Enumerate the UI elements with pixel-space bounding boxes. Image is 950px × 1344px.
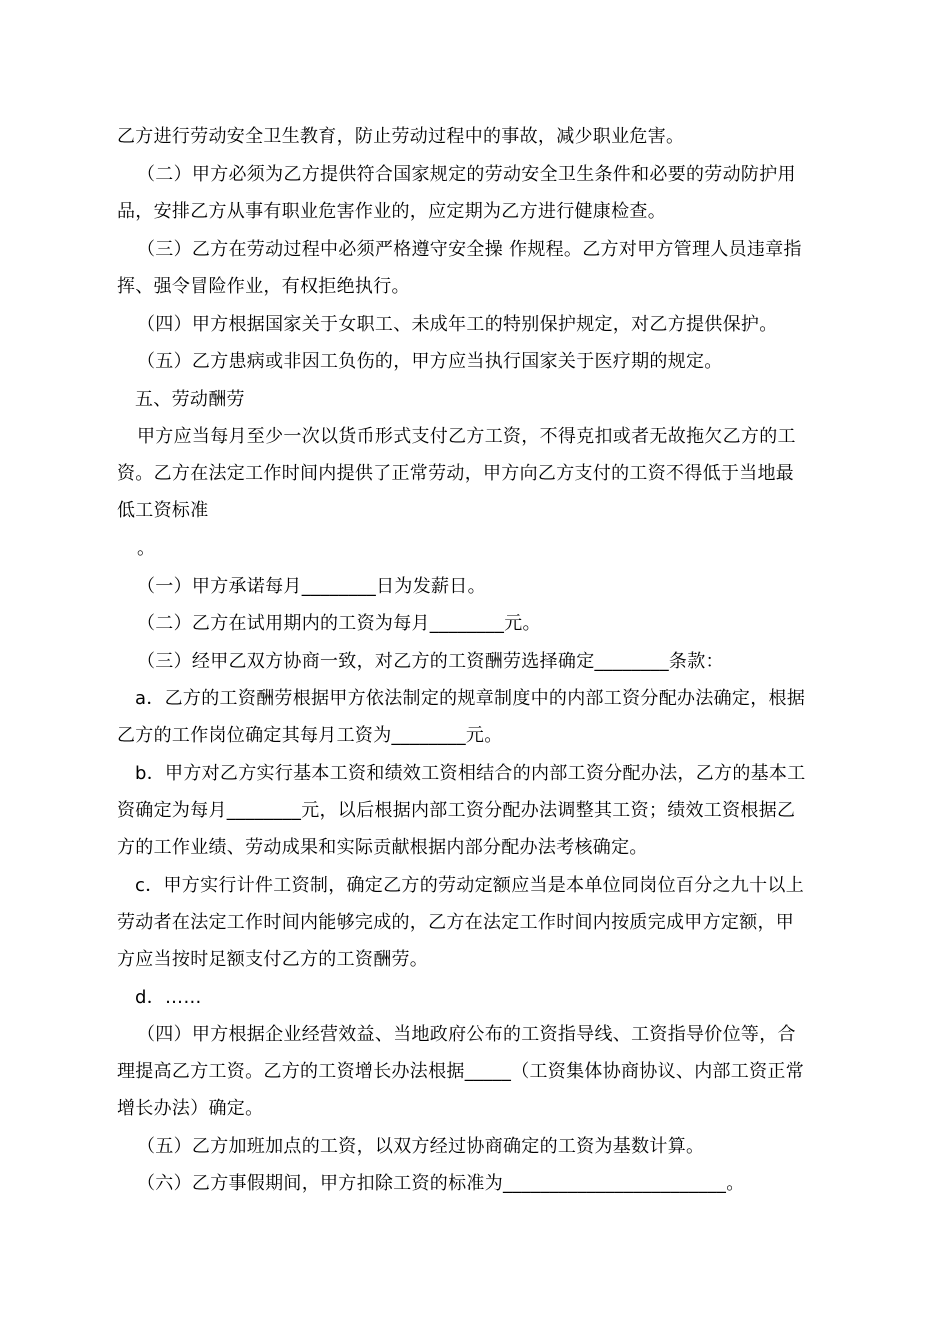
text-line: 乙方进行劳动安全卫生教育，防止劳动过程中的事故，减少职业危害。 [117,126,685,147]
text-line: 挥、强令冒险作业，有权拒绝执行。 [117,276,410,297]
section-heading: 五、劳动酬劳 [135,389,245,410]
text-line: （四）甲方根据企业经营效益、当地政府公布的工资指导线、工资指导价位等，合 [137,1024,796,1045]
text-line: 资确定为每月________元，以后根据内部工资分配办法调整其工资；绩效工资根据乙 [117,800,796,821]
text-line: （六）乙方事假期间，甲方扣除工资的标准为________________________。 [137,1173,745,1194]
text-line: （二）甲方必须为乙方提供符合国家规定的劳动安全卫生条件和必要的劳动防护用 [137,164,796,185]
text-line: 品，安排乙方从事有职业危害作业的，应定期为乙方进行健康检查。 [117,201,666,222]
text-line: a．乙方的工资酬劳根据甲方依法制定的规章制度中的内部工资分配办法确定，根据 [135,688,806,709]
text-line: （二）乙方在试用期内的工资为每月________元。 [137,613,541,634]
text-line: 方的工作业绩、劳动成果和实际贡献根据内部分配办法考核确定。 [117,837,648,858]
text-line: 乙方的工作岗位确定其每月工资为________元。 [117,725,503,746]
text-line: 方应当按时足额支付乙方的工资酬劳。 [117,949,429,970]
text-line: c．甲方实行计件工资制，确定乙方的劳动定额应当是本单位同岗位百分之九十以上 [135,875,804,896]
text-line: （五）乙方患病或非因工负伤的，甲方应当执行国家关于医疗期的规定。 [137,351,723,372]
text-line: 。 [137,538,156,559]
text-line: 劳动者在法定工作时间内能够完成的，乙方在法定工作时间内按质完成甲方定额，甲 [117,912,795,933]
text-line: （三）经甲乙双方协商一致，对乙方的工资酬劳选择确定________条款： [137,651,724,672]
text-line: （三）乙方在劳动过程中必须严格遵守安全操 作规程。乙方对甲方管理人员违章指 [137,239,802,260]
text-line: 资。乙方在法定工作时间内提供了正常劳动，甲方向乙方支付的工资不得低于当地最 [117,463,795,484]
text-line: 增长办法）确定。 [117,1098,264,1119]
text-line: d．…… [135,987,202,1008]
text-line: （四）甲方根据国家关于女职工、未成年工的特别保护规定，对乙方提供保护。 [137,314,778,335]
text-line: （五）乙方加班加点的工资，以双方经过协商确定的工资为基数计算。 [137,1136,705,1157]
text-line: 低工资标准 [117,500,209,521]
text-line: 理提高乙方工资。乙方的工资增长办法根据_____（工资集体协商协议、内部工资正常 [117,1061,804,1082]
text-line: b．甲方对乙方实行基本工资和绩效工资相结合的内部工资分配办法，乙方的基本工 [135,763,806,784]
text-line: （一）甲方承诺每月________日为发薪日。 [137,576,486,597]
text-line: 甲方应当每月至少一次以货币形式支付乙方工资，不得克扣或者无故拖欠乙方的工 [137,426,796,447]
